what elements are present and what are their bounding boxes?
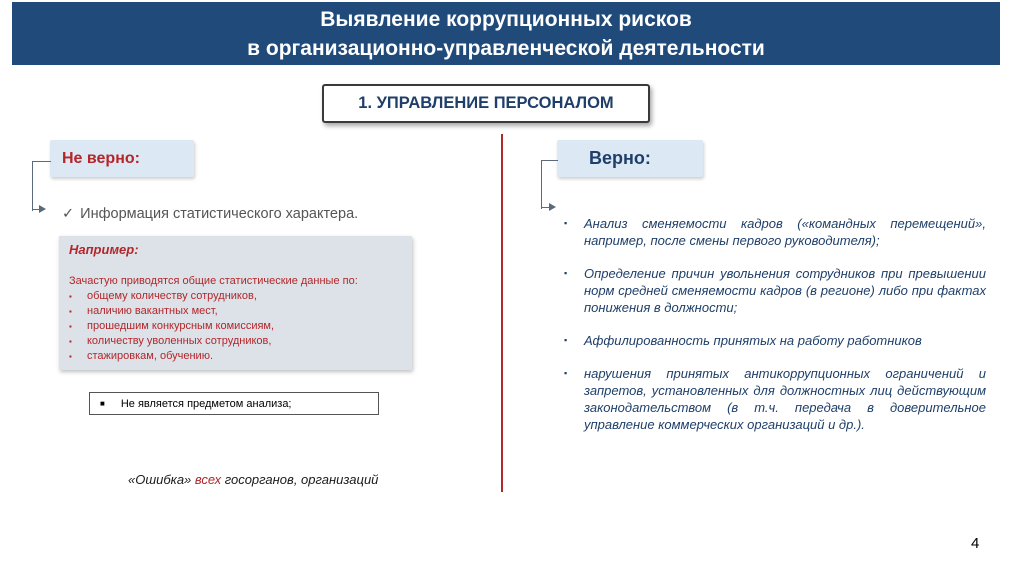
slide-title-line1: Выявление коррупционных рисков: [320, 7, 692, 31]
example-item: ▪ стажировкам, обучению.: [69, 349, 402, 364]
slide-title-bar: [12, 2, 1000, 65]
example-item: ▪ общему количеству сотрудников,: [69, 289, 402, 304]
right-item: ▪ Анализ сменяемости кадров («командных перемещений», например, после смены первого руководителя);: [564, 215, 986, 249]
wrong-bracket-connector: [32, 161, 51, 211]
section-label: 1. УПРАВЛЕНИЕ ПЕРСОНАЛОМ: [358, 94, 614, 112]
right-item: ▪ Аффилированность принятых на работу работников: [564, 332, 986, 349]
column-divider: [501, 134, 503, 492]
example-title: Например:: [69, 242, 139, 257]
example-intro: Зачастую приводятся общие статистические данные по:: [69, 275, 358, 287]
right-bracket-bottom: [541, 207, 549, 208]
right-item: ▪ Определение причин увольнения сотрудников при превышении норм средней сменяемости кадров (в регионе) либо при фактах понижения в должности;: [564, 265, 986, 316]
note-text: Не является предметом анализа;: [120, 397, 292, 410]
section-label-box: [322, 84, 650, 123]
page-number: 4: [971, 535, 980, 552]
right-tag: [557, 140, 703, 177]
example-item: ▪ прошедшим конкурсным комиссиям,: [69, 319, 402, 334]
error-line: [128, 472, 378, 487]
example-item: ▪ наличию вакантных мест,: [69, 304, 402, 319]
example-list: [69, 289, 402, 364]
right-list: [564, 215, 986, 449]
error-prefix: «Ошибка»: [128, 472, 192, 487]
right-tag-label: Верно:: [589, 148, 651, 168]
error-suffix: госорганов, организаций: [224, 472, 379, 487]
wrong-tag: [50, 140, 194, 177]
info-text: Информация статистического характера.: [80, 206, 359, 222]
example-box: [59, 236, 412, 370]
note-box: [89, 392, 379, 415]
info-line: [62, 206, 358, 222]
wrong-arrow-icon: [39, 205, 46, 213]
wrong-tag-label: Не верно:: [62, 149, 140, 167]
right-arrow-icon: [549, 203, 556, 211]
error-highlight: всех: [194, 472, 222, 487]
right-item: ▪ нарушения принятых антикоррупционных ограничений и запретов, установленных для должностных лиц действующим законодательством (в т.ч. передача в доверительное управление коммерческих организаций и др.).: [564, 365, 986, 433]
slide-title-line2: в организационно-управленческой деятельности: [247, 36, 765, 60]
example-item: ▪ количеству уволенных сотрудников,: [69, 334, 402, 349]
bullet-icon: ■: [100, 399, 105, 408]
right-bracket-connector: [541, 160, 558, 209]
check-icon: ✓: [62, 206, 75, 222]
